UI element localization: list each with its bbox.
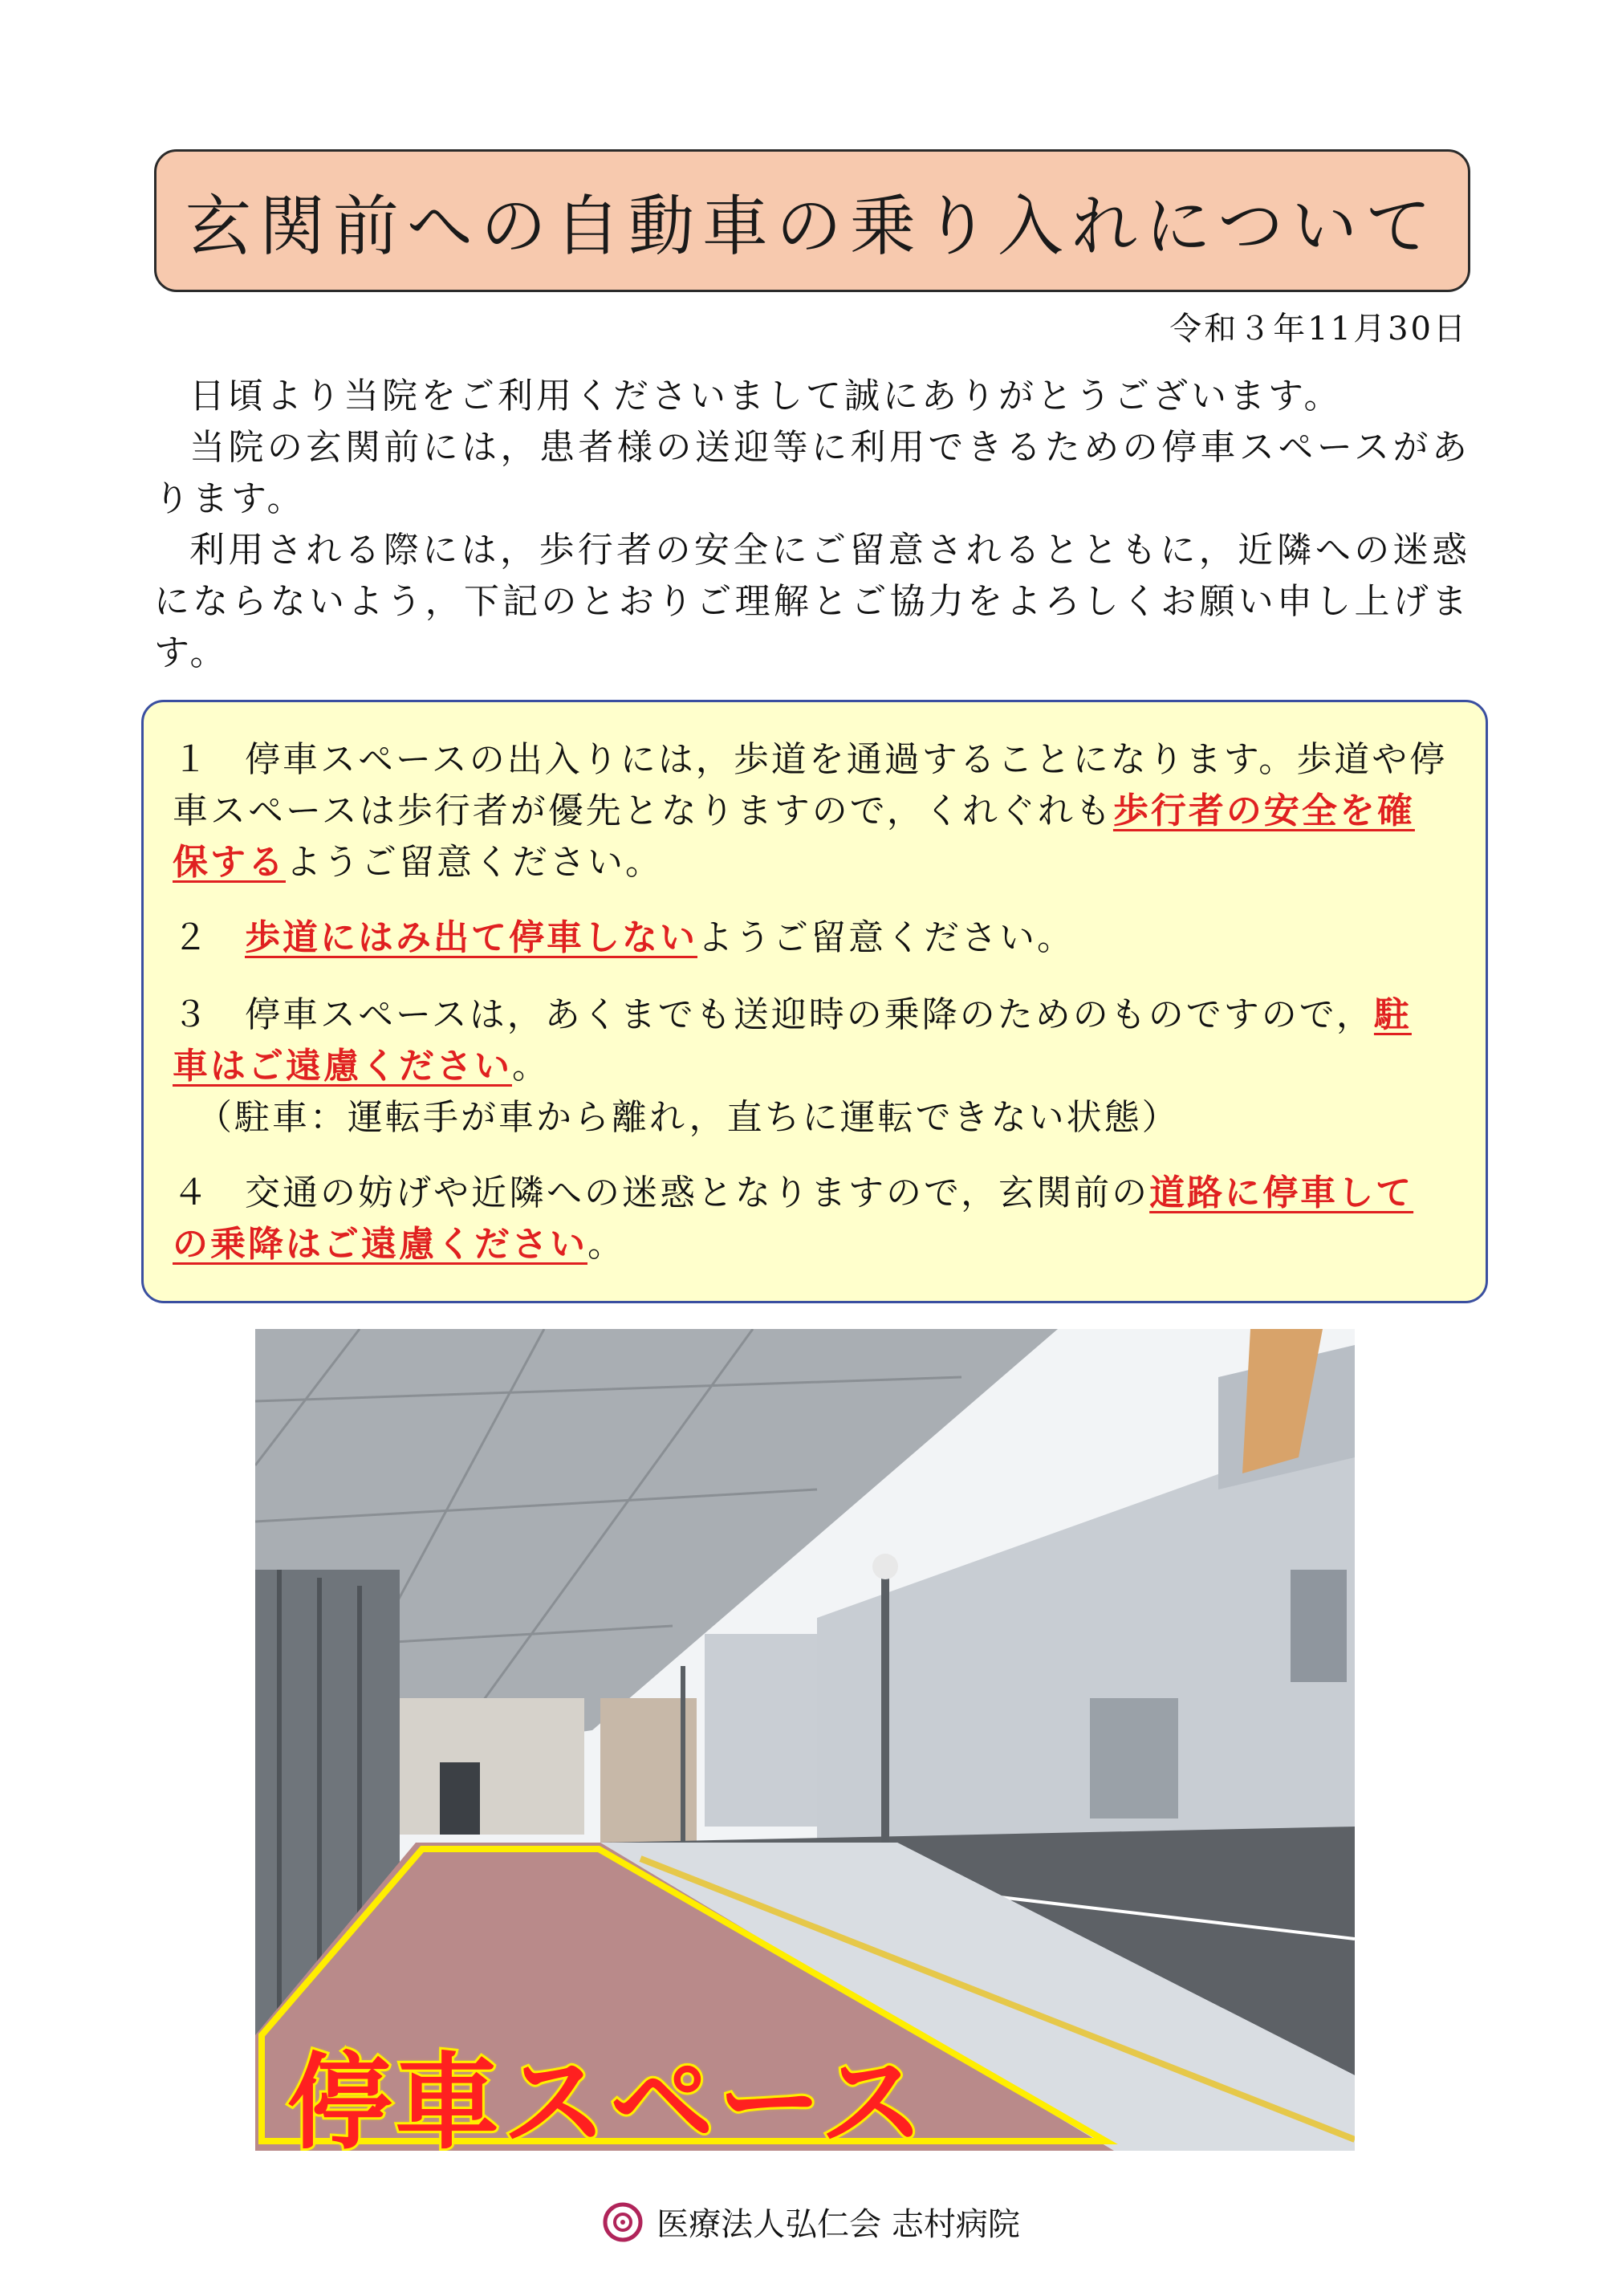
item-text: 停車スペースは，あくまでも送迎時の乗降のためのものですので， <box>245 994 1374 1035</box>
item-text: ようご留意ください。 <box>697 917 1075 958</box>
notice-date: 令和３年11月30日 <box>1169 311 1468 347</box>
item-text: 。 <box>512 1046 550 1087</box>
item-number: ２ <box>173 917 210 958</box>
title-box <box>154 149 1470 292</box>
stop-zone-label: 停車スペース <box>287 2042 928 2151</box>
item-emphasis: 歩道にはみ出て停車しない <box>245 917 697 958</box>
footer <box>0 2199 1622 2245</box>
hospital-name: 医療法人弘仁会 志村病院 <box>657 2206 1020 2243</box>
intro-paragraph: 日頃より当院をご利用くださいまして誠にありがとうございます。 <box>189 376 1343 417</box>
item-text: 。 <box>587 1224 625 1265</box>
notice-item-2 <box>173 912 1449 964</box>
item-number: ４ <box>173 1172 210 1213</box>
notice-box <box>141 700 1488 1303</box>
item-text: 停車スペースの出入りには，歩道を通過することになります。歩道や停車スペースは歩行者が優先となりますので，くれぐれも <box>173 739 1448 831</box>
notice-item-3 <box>173 990 1449 1144</box>
intro-text <box>154 371 1470 679</box>
item-emphasis: 歩行者の安全を確保する <box>173 790 1415 883</box>
item-number: ３ <box>173 994 210 1035</box>
item-text: 交通の妨げや近隣への迷惑となりますので，玄関前の <box>245 1172 1150 1213</box>
notice-item-1 <box>173 734 1449 888</box>
entrance-photo <box>255 1329 1355 2151</box>
item-emphasis: 駐車はご遠慮ください <box>173 994 1412 1087</box>
intro-paragraph: 当院の玄関前には，患者様の送迎等に利用できるための停車スペースがあります。 <box>154 427 1470 519</box>
page-title: 玄関前への自動車の乗り入れについて <box>185 188 1440 265</box>
item-number: １ <box>173 739 210 780</box>
notice-item-4 <box>173 1168 1449 1270</box>
item-emphasis: 道路に停車しての乗降はご遠慮ください <box>173 1172 1414 1265</box>
item-note: （駐車：運転手が車から離れ，直ちに運転できない状態） <box>197 1097 1180 1138</box>
hospital-logo-icon <box>602 2201 644 2243</box>
item-text: ようご留意ください。 <box>286 842 663 883</box>
intro-paragraph: 利用される際には，歩行者の安全にご留意されるとともに，近隣への迷惑にならないよう，下記のとおりご理解とご協力をよろしくお願い申し上げます。 <box>154 530 1470 673</box>
